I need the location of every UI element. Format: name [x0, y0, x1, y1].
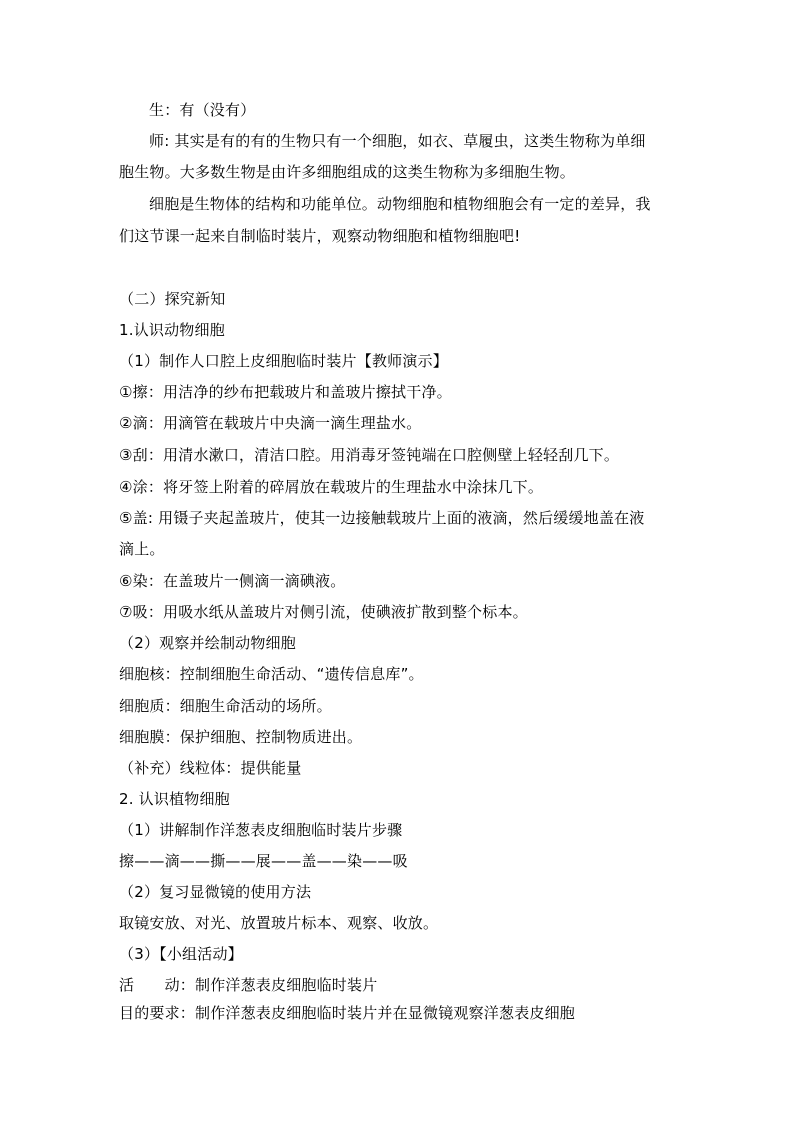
structure-nucleus: 细胞核：控制细胞生命活动、“遗传信息库”。	[119, 665, 424, 683]
teacher-line-2: 胞生物。大多数生物是由许多细胞组成的这类生物称为多细胞生物。	[119, 163, 576, 181]
part2-sub3: （3）【小组活动】	[119, 945, 243, 963]
part1-title: 1.认识动物细胞	[119, 321, 225, 339]
part2-sub1: （1）讲解制作洋葱表皮细胞临时装片步骤	[119, 821, 403, 839]
step-smear: ④涂：将牙签上附着的碎屑放在载玻片的生理盐水中涂抹几下。	[119, 478, 544, 496]
teacher-line-1: 师: 其实是有的有的生物只有一个细胞，如衣、草履虫，这类生物称为单细	[149, 132, 646, 150]
part2-microscope: 取镜安放、对光、放置玻片标本、观察、收放。	[119, 914, 439, 932]
step-absorb: ⑦吸：用吸水纸从盖玻片对侧引流，使碘液扩散到整个标本。	[119, 603, 528, 621]
intro-line-1: 细胞是生物体的结构和功能单位。动物细胞和植物细胞会有一定的差异，我	[149, 195, 651, 213]
student-reply: 生：有（没有）	[149, 101, 256, 119]
part1-sub1: （1）制作人口腔上皮细胞临时装片【教师演示】	[119, 352, 448, 370]
structure-cytoplasm: 细胞质：细胞生命活动的场所。	[119, 697, 332, 715]
step-stain: ⑥染：在盖玻片一侧滴一滴碘液。	[119, 572, 346, 590]
part2-title: 2. 认识植物细胞	[119, 790, 230, 808]
section-heading: （二）探究新知	[119, 290, 226, 308]
activity-line: 活 动：制作洋葱表皮细胞临时装片	[119, 976, 378, 994]
step-drop: ②滴：用滴管在载玻片中央滴一滴生理盐水。	[119, 414, 422, 432]
step-cover-cont: 滴上。	[119, 540, 165, 558]
step-cover: ⑤盖: 用镊子夹起盖玻片，使其一边接触载玻片上面的液滴，然后缓缓地盖在液	[119, 509, 645, 527]
step-scrape: ③刮：用清水漱口，清洁口腔。用消毒牙签钝端在口腔侧壁上轻轻刮几下。	[119, 446, 620, 464]
structure-mitochondria: （补充）线粒体：提供能量	[119, 759, 302, 777]
part2-sequence: 擦——滴——撕——展——盖——染——吸	[119, 852, 408, 870]
goal-line: 目的要求：制作洋葱表皮细胞临时装片并在显微镜观察洋葱表皮细胞	[119, 1004, 576, 1022]
step-wipe: ①擦：用洁净的纱布把载玻片和盖玻片擦拭干净。	[119, 383, 452, 401]
structure-membrane: 细胞膜：保护细胞、控制物质进出。	[119, 728, 363, 746]
part1-sub2: （2）观察并绘制动物细胞	[119, 634, 296, 652]
part2-sub2: （2）复习显微镜的使用方法	[119, 883, 312, 901]
intro-line-2: 们这节课一起来自制临时装片，观察动物细胞和植物细胞吧!	[119, 227, 521, 245]
